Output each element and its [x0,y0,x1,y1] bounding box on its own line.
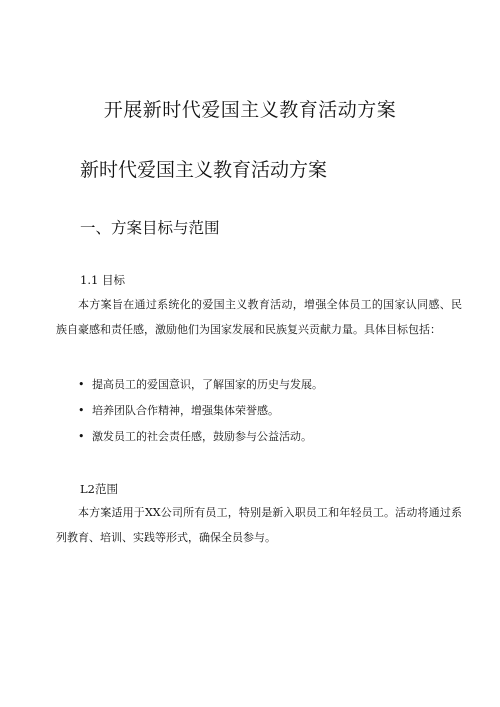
list-item [78,398,323,424]
goal-paragraph: 本方案旨在通过系统化的爱国主义教育活动，增强全体员工的国家认同感、民族自豪感和责任感，激励他们为国家发展和民族复兴贡献力量。具体目标包括： [56,298,462,336]
document-title: 开展新时代爱国主义教育活动方案 [103,99,397,121]
list-item [78,372,323,398]
goal-bullet-list [78,372,323,450]
list-item-text: 提高员工的爱国意识，了解国家的历史与发展。 [92,378,323,391]
bullet-icon: • [78,404,85,417]
scope-heading: L2范围 [80,482,118,496]
section-heading: 一、方案目标与范围 [80,219,220,237]
list-item [78,424,323,450]
bullet-icon: • [78,430,85,443]
bullet-icon: • [78,378,85,391]
document-subtitle: 新时代爱国主义教育活动方案 [80,159,328,181]
scope-paragraph: 本方案适用于XX公司所有员工，特别是新入职员工和年轻员工。活动将通过系列教育、培训、实践等形式，确保全员参与。 [56,506,462,544]
goal-heading: 1.1 目标 [80,273,125,287]
list-item-text: 培养团队合作精神，增强集体荣誉感。 [92,404,279,417]
list-item-text: 激发员工的社会责任感，鼓励参与公益活动。 [92,430,312,443]
